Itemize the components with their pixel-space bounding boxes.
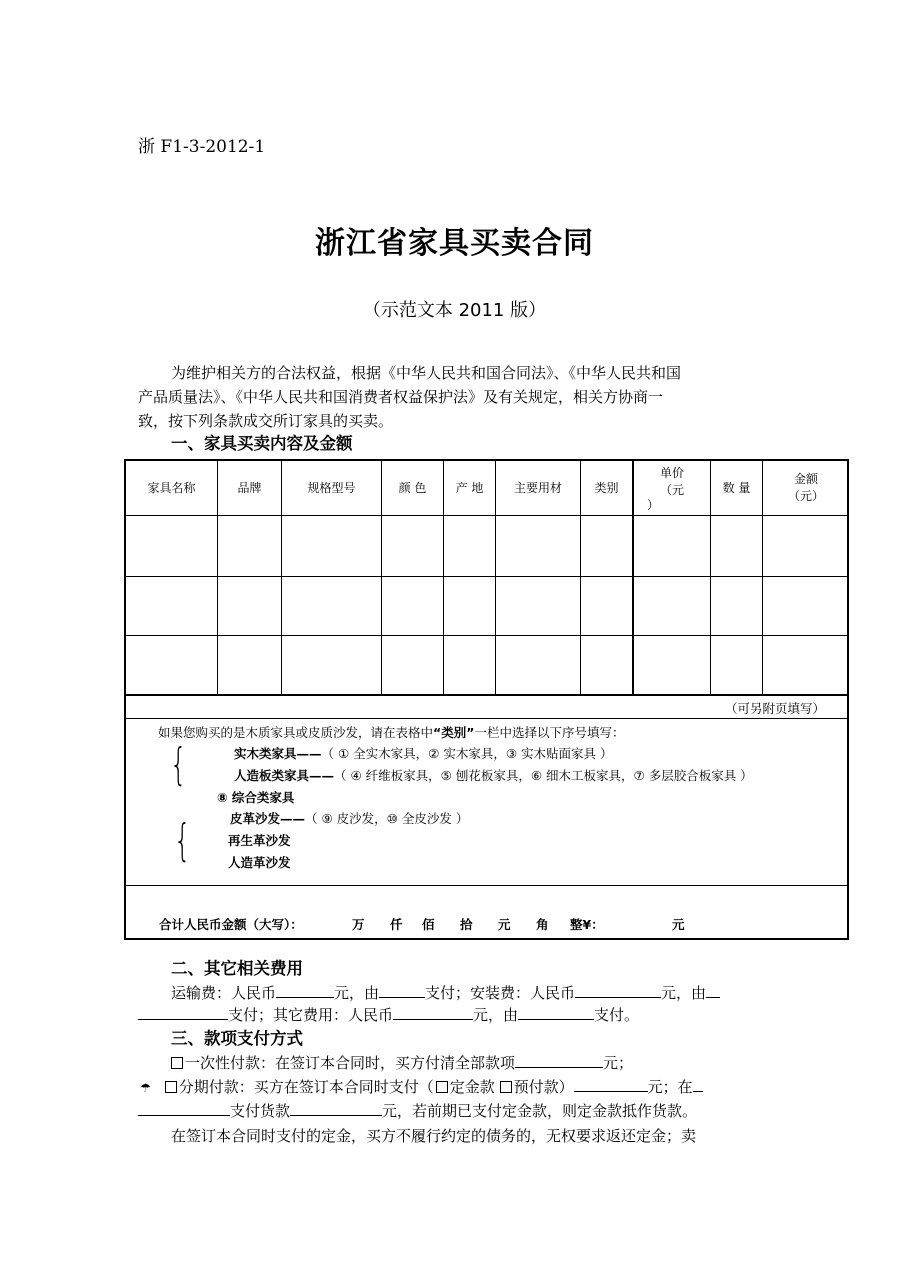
intro-line-3: 致，按下列条款成交所订家具的买卖。 — [138, 412, 394, 430]
install-fee-field[interactable] — [575, 983, 661, 998]
lump-sum-amount-field[interactable] — [515, 1053, 603, 1068]
extra-page-note: （可另附页填写） — [724, 701, 825, 716]
other-payer-field[interactable] — [518, 1005, 594, 1020]
intro-line-2: 产品质量法》、《中华人民共和国消费者权益保护法》及有关规定，相关方协商一 — [138, 388, 664, 406]
header-furniture-name: 家具名称 — [147, 480, 196, 495]
artificial-leather-sofa: 人造革沙发 — [228, 855, 291, 870]
lump-sum-checkbox[interactable] — [171, 1057, 183, 1069]
composite-category: ⑧ 综合类家具 — [217, 790, 295, 805]
other-fee-field[interactable] — [393, 1005, 473, 1020]
solid-wood-category: 实木类家具——（ ① 全实木家具，② 实木家具，③ 实木贴面家具 ） — [234, 746, 613, 761]
header-quantity: 数 量 — [722, 480, 751, 495]
header-material: 主要用材 — [513, 480, 562, 495]
brace-wood: { — [170, 739, 187, 790]
fees-line-2: 支付；其它费用：人民币 元，由 支付。 — [138, 1004, 639, 1025]
page-subtitle: （示范文本 2011 版） — [362, 300, 547, 321]
header-amount: 金额 （元） — [787, 472, 824, 503]
unit-shi: 拾 — [460, 917, 473, 932]
section-3-title: 三、款项支付方式 — [171, 1029, 303, 1048]
installment-checkbox[interactable] — [165, 1081, 177, 1093]
category-instruction: 如果您购买的是木质家具或皮质沙发，请在表格中“类别”一栏中选择以下序号填写： — [158, 725, 625, 740]
unit-yuan-2: 元 — [672, 917, 685, 932]
section-2-title: 二、其它相关费用 — [171, 959, 303, 978]
transport-payer-field[interactable] — [379, 983, 425, 998]
document-code: 浙 F1-3-2012-1 — [138, 137, 266, 157]
total-amount-label: 合计人民币金额（大写）： — [159, 917, 303, 932]
deposit-clause: 在签订本合同时支付的定金，买方不履行约定的债务的，无权要求返还定金；卖 — [171, 1127, 697, 1145]
panel-category: 人造板类家具——（ ④ 纤维板家具，⑤ 刨花板家具，⑥ 细木工板家具，⑦ 多层胶合板家具 ） — [234, 768, 753, 783]
unit-bai: 佰 — [422, 917, 435, 932]
header-brand: 品牌 — [237, 480, 262, 495]
furniture-table — [124, 459, 849, 940]
unit-zheng: 整¥： — [570, 917, 604, 932]
brace-sofa: { — [174, 815, 191, 866]
header-spec: 规格型号 — [307, 480, 356, 495]
unit-yuan: 元 — [498, 917, 511, 932]
fees-line-1: 运输费：人民币 元，由 支付；安装费：人民币 元，由 — [171, 982, 720, 1003]
install-payer-field[interactable] — [706, 983, 720, 998]
unit-jiao: 角 — [536, 917, 549, 932]
installment-date-field[interactable] — [693, 1077, 703, 1092]
unit-qian: 仟 — [390, 917, 403, 932]
deposit-checkbox[interactable] — [436, 1081, 448, 1093]
payment-installment-line-2: 支付货款 元，若前期已支付定金款，则定金款抵作货款。 — [138, 1100, 697, 1121]
unit-wan: 万 — [352, 917, 365, 932]
header-unit-price: 单价 （元 ） — [646, 466, 684, 512]
installment-amount-field[interactable] — [574, 1077, 648, 1092]
header-origin: 产 地 — [455, 480, 484, 495]
umbrella-icon: ☂ — [140, 1081, 151, 1095]
page-title: 浙江省家具买卖合同 — [315, 226, 594, 261]
recycled-leather-sofa: 再生革沙发 — [228, 833, 291, 848]
installment-date-field-cont[interactable] — [138, 1101, 230, 1116]
intro-line-1: 为维护相关方的合法权益，根据《中华人民共和国合同法》、《中华人民共和国 — [171, 364, 682, 382]
payment-installment: ☂ 分期付款：买方在签订本合同时支付（ 定金款 预付款） 元；在 — [140, 1076, 703, 1097]
header-category: 类别 — [594, 480, 619, 495]
header-color: 颜 色 — [398, 480, 427, 495]
prepayment-checkbox[interactable] — [500, 1081, 512, 1093]
transport-fee-field[interactable] — [276, 983, 334, 998]
payment-lump-sum: 一次性付款：在签订本合同时，买方付清全部款项 元； — [171, 1052, 633, 1073]
install-payer-field-cont[interactable] — [138, 1005, 228, 1020]
section-1-title: 一、家具买卖内容及金额 — [171, 434, 353, 453]
goods-payment-field[interactable] — [290, 1101, 382, 1116]
leather-sofa-category: 皮革沙发——（ ⑨ 皮沙发，⑩ 全皮沙发 ） — [230, 811, 469, 826]
